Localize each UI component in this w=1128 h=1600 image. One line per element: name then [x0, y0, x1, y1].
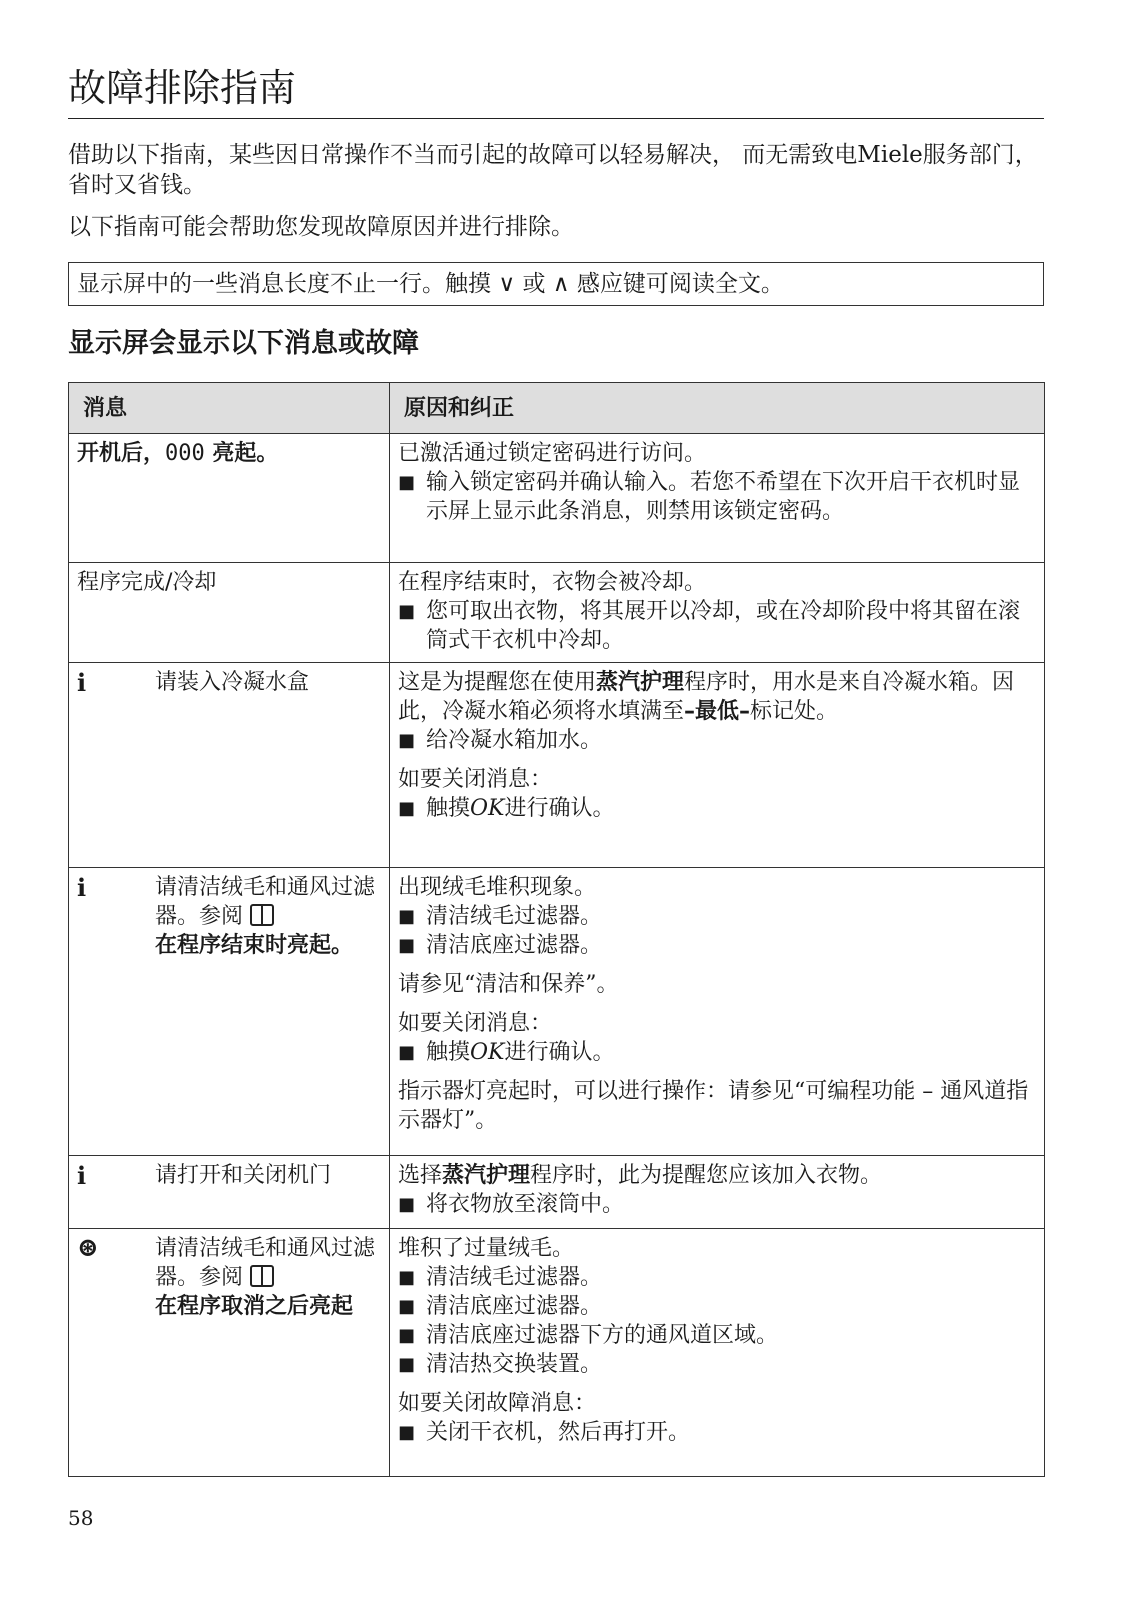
bullet-icon: ■ — [398, 1422, 416, 1443]
intro-paragraph: 借助以下指南，某些因日常操作不当而引起的故障可以轻易解决， 而无需致电Miele服务部门，省时又省钱。 — [68, 142, 1038, 198]
message-text: 请打开和关闭机门 — [155, 1163, 332, 1188]
list-item: ■ 触摸OK进行确认。 — [398, 1040, 615, 1065]
page-number: 58 — [68, 1506, 94, 1530]
list-item: ■ 清洁底座过滤器。 — [398, 933, 603, 958]
bullet-icon: ■ — [398, 601, 416, 622]
message-subtext: 在程序取消之后亮起 — [155, 1294, 354, 1319]
table-row — [69, 663, 1045, 868]
section-title: 显示屏会显示以下消息或故障 — [68, 328, 419, 359]
list-item: ■ 将衣物放至滚筒中。 — [398, 1192, 625, 1217]
message-text: 请清洁绒毛和通风过滤器。参阅 — [155, 1236, 376, 1290]
list-item: ■ 输入锁定密码并确认输入。若您不希望在下次开启干衣机时显示屏上显示此条消息，则禁用该锁定密码。 — [398, 470, 1021, 524]
list-item: ■ 您可取出衣物，将其展开以冷却，或在冷却阶段中将其留在滚筒式干衣机中冷却。 — [398, 599, 1021, 653]
cause-text: 出现绒毛堆积现象。 — [398, 875, 597, 900]
note-text-before: 显示屏中的一些消息长度不止一行。触摸 — [77, 271, 499, 297]
cause-text: 已激活通过锁定密码进行访问。 — [398, 441, 707, 466]
close-label: 如要关闭故障消息： — [398, 1391, 597, 1416]
bullet-icon: ■ — [398, 1296, 416, 1317]
bullet-icon: ■ — [398, 906, 416, 927]
list-item: ■ 触摸OK进行确认。 — [398, 796, 615, 821]
messages-table — [68, 382, 1045, 1477]
book-icon — [250, 1265, 274, 1287]
down-key-symbol: ∨ — [498, 271, 516, 297]
header-cause: 原因和纠正 — [390, 383, 1045, 434]
ok-key: OK — [470, 1040, 505, 1065]
bullet-icon: ■ — [398, 935, 416, 956]
message-text: 请装入冷凝水盒 — [155, 670, 310, 695]
bullet-icon: ■ — [398, 730, 416, 751]
bullet-icon: ■ — [398, 798, 416, 819]
message-cell — [69, 563, 390, 663]
up-key-symbol: ∧ — [552, 271, 570, 297]
table-row — [69, 1156, 1045, 1229]
note-or: 或 — [515, 271, 553, 297]
cause-text: 选择蒸汽护理程序时，此为提醒您应该加入衣物。 — [398, 1163, 883, 1188]
program-name: 蒸汽护理 — [596, 670, 685, 695]
bullet-icon: ■ — [398, 472, 416, 493]
message-text: 请清洁绒毛和通风过滤器。参阅 — [155, 875, 376, 929]
display-note-box — [68, 262, 1044, 306]
close-label: 如要关闭消息： — [398, 767, 553, 792]
intro-paragraph-2: 以下指南可能会帮助您发现故障原因并进行排除。 — [68, 214, 574, 240]
message-text-2: 亮起。 — [204, 441, 279, 466]
info-icon: i — [77, 668, 87, 697]
book-icon — [250, 904, 274, 926]
fault-wheel-icon: ⊛ — [77, 1233, 99, 1263]
bullet-icon: ■ — [398, 1042, 416, 1063]
list-item: ■ 清洁绒毛过滤器。 — [398, 904, 603, 929]
message-text: 开机后， — [77, 441, 166, 466]
cause-cell — [390, 434, 1045, 563]
page-title: 故障排除指南 — [68, 62, 1044, 119]
ok-key: OK — [470, 796, 505, 821]
list-item: ■ 清洁热交换装置。 — [398, 1352, 603, 1377]
message-cell — [69, 1156, 390, 1229]
header-message: 消息 — [69, 383, 390, 434]
cause-text: 这是为提醒您在使用蒸汽护理程序时，用水是来自冷凝水箱。因此，冷凝水箱必须将水填满至–最低–标记处。 — [398, 670, 1015, 724]
table-row — [69, 563, 1045, 663]
bullet-icon: ■ — [398, 1267, 416, 1288]
table-row — [69, 434, 1045, 563]
message-cell — [69, 434, 390, 563]
close-label: 如要关闭消息： — [398, 1011, 553, 1036]
info-icon: i — [77, 873, 87, 902]
cause-text: 堆积了过量绒毛。 — [398, 1236, 575, 1261]
table-row — [69, 868, 1045, 1156]
lock-code: 000 — [165, 441, 205, 466]
cause-text: 在程序结束时，衣物会被冷却。 — [398, 570, 707, 595]
bullet-icon: ■ — [398, 1194, 416, 1215]
min-mark: –最低– — [684, 699, 751, 724]
list-item: ■ 关闭干衣机，然后再打开。 — [398, 1420, 691, 1445]
list-item: ■ 清洁绒毛过滤器。 — [398, 1265, 603, 1290]
message-cell — [69, 1229, 390, 1477]
message-text: 程序完成/冷却 — [77, 570, 217, 595]
message-cell — [69, 663, 390, 868]
table-header-row — [69, 383, 1045, 434]
cause-cell — [390, 1156, 1045, 1229]
table-row — [69, 1229, 1045, 1477]
program-name: 蒸汽护理 — [442, 1163, 531, 1188]
info-icon: i — [77, 1161, 87, 1190]
note-text-after: 感应键可阅读全文。 — [569, 271, 784, 297]
message-cell — [69, 868, 390, 1156]
list-item: ■ 清洁底座过滤器。 — [398, 1294, 603, 1319]
cause-cell — [390, 1229, 1045, 1477]
bullet-icon: ■ — [398, 1354, 416, 1375]
indicator-text: 指示器灯亮起时，可以进行操作：请参见“可编程功能 – 通风道指示器灯”。 — [398, 1079, 1029, 1133]
list-item: ■ 清洁底座过滤器下方的通风道区域。 — [398, 1323, 779, 1348]
bullet-icon: ■ — [398, 1325, 416, 1346]
list-item: ■ 给冷凝水箱加水。 — [398, 728, 603, 753]
cause-cell — [390, 563, 1045, 663]
see-also-text: 请参见“清洁和保养”。 — [398, 972, 619, 997]
cause-cell — [390, 868, 1045, 1156]
cause-cell — [390, 663, 1045, 868]
message-subtext: 在程序结束时亮起。 — [155, 933, 354, 958]
